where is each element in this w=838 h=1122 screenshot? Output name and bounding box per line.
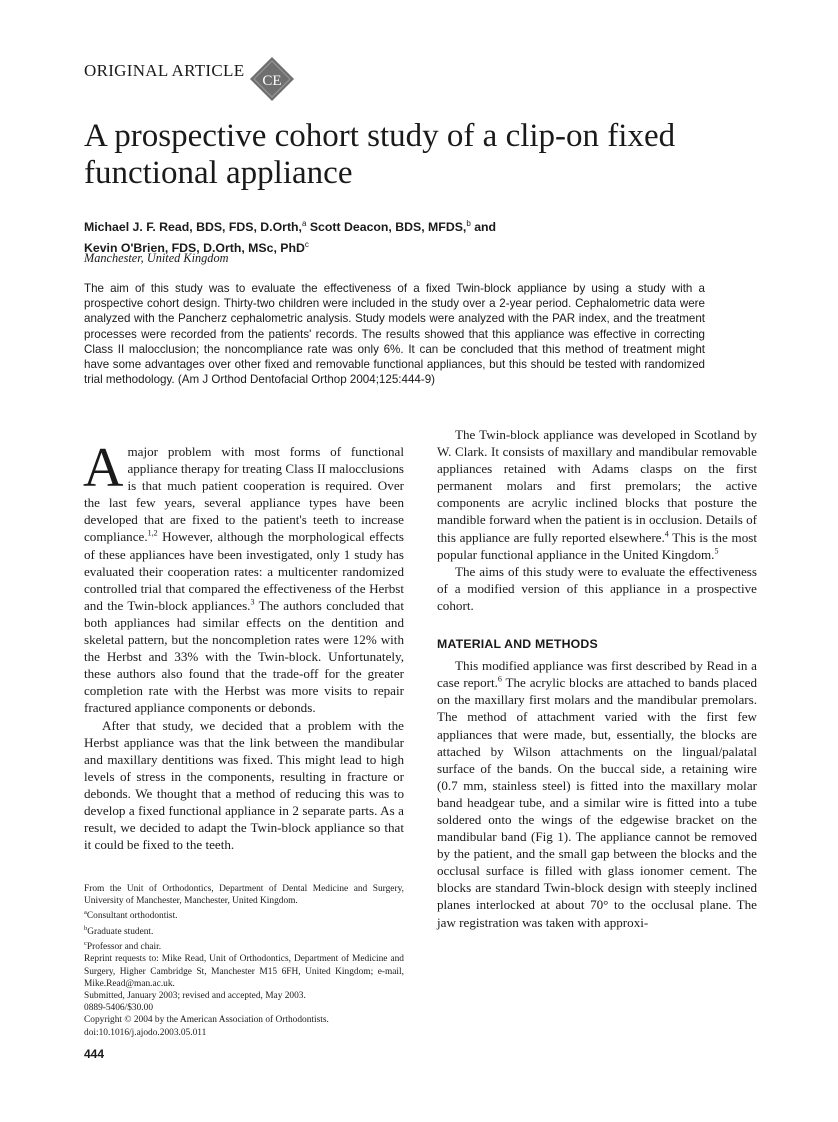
footnote-copyright: Copyright © 2004 by the American Association of Orthodontists.	[84, 1015, 329, 1026]
citation: 5	[714, 546, 719, 556]
citation: 3	[250, 597, 255, 607]
article-title: A prospective cohort study of a clip-on fixed functional appliance	[84, 118, 676, 191]
body-column-right	[437, 426, 757, 931]
author-location: Manchester, United Kingdom	[84, 251, 229, 265]
author-3: Kevin O'Brien, FDS, D.Orth, MSc, PhD	[84, 241, 305, 256]
abstract: The aim of this study was to evaluate the effectiveness of a fixed Twin-block appliance by using a study with a prospective cohort design. Thirty-two children were included in the study over a 2-year period. Cephalometric data were analyzed with the Pancherz cephalometric analysis. Study models were analyzed with the PAR index, and the treatment processes were recorded from the patients' records. The results showed that this appliance was effective in correcting Class II malocclusion; the noncompliance rate was only 6%. It can be concluded that this method of treatment might have some advantages over other fixed and removable functional appliances, but this should be tested with randomized trial methodology. (Am J Orthod Dentofacial Orthop 2004;125:444-9)	[84, 282, 705, 387]
footnote-doi: doi:10.1016/j.ajodo.2003.05.011	[84, 1027, 207, 1038]
citation: 1,2	[147, 529, 158, 539]
footnote-submitted: Submitted, January 2003; revised and accepted, May 2003.	[84, 991, 306, 1001]
author-2: Scott Deacon, BDS, MFDS,	[306, 220, 467, 235]
footnote-c: $^c$Professor and chair.	[84, 940, 162, 953]
ce-badge-text: CE	[262, 73, 282, 89]
page-number: 444	[84, 1047, 105, 1061]
body-column-left	[83, 437, 404, 853]
footnote-affiliation: From the Unit of Orthodontics, Department of Dental Medicine and Surgery, University of Manchester, Manchester, United Kingdom.	[84, 884, 404, 907]
paragraph-twin-block: The Twin-block appliance was developed in Scotland by W. Clark. It consists of maxillary and mandibular removable appliances retained with Adams clasps on the first permanent molars and first premolars; the active components are acrylic inclined blocks that posture the mandible forward when the patient is in occlusion. Details of this appliance are fully reported elsewhere.$^4$ This is the most popular functional appliance in the United Kingdom.$^5$	[437, 427, 757, 562]
ce-badge-icon	[249, 56, 295, 102]
section-label: ORIGINAL ARTICLE	[84, 61, 245, 80]
citation: 4	[664, 529, 669, 539]
section-heading: MATERIAL AND METHODS	[437, 637, 598, 652]
paragraph-methods: This modified appliance was first described by Read in a case report.$^6$ The acrylic blocks are attached to bands placed on the maxillary first molars and the mandibular premolars. The method of attachment varied with the first few appliances that were made, but, essentially, the blocks are attached by Wilson attachments on the lingual/palatal surface of the bands. On the buccal side, a retaining wire (0.7 mm, stainless steel) is fitted into the maxillary molar band headgear tube, and a similar wire is fitted into a tube soldered onto the wings of the edgewise bracket on the mandibular band (Fig 1). The appliance cannot be removed by the patient, and the small gap between the blocks and the occlusal surface is filled with glass ionomer cement. The blocks are standard Twin-block design with steeply inclined planes interlocked at about 70° to the occlusal plane. The jaw registration was taken with approxi-	[437, 658, 757, 930]
footnote-b: $^b$Graduate student.	[84, 924, 154, 937]
paragraph-aims: The aims of this study were to evaluate the effectiveness of a modified version of this appliance in a prospective cohort.	[437, 563, 757, 613]
footnote-reprint: Reprint requests to: Mike Read, Unit of Orthodontics, Department of Medicine and Surgery, Higher Cambridge St, Manchester M15 6FH, United Kingdom; e-mail, Mike.Read@man.ac.uk.	[84, 954, 404, 989]
footnote-a: $^a$Consultant orthodontist.	[84, 909, 178, 922]
author-list: Michael J. F. Read, BDS, FDS, D.Orth,$^a$ Scott Deacon, BDS, MFDS,$^b$ and Kevin O'Brien, FDS, D.Orth, MSc, PhD$^c$	[84, 219, 497, 256]
citation: 6	[497, 674, 502, 684]
drop-cap: A	[83, 437, 124, 499]
footnote-issn: 0889-5406/$30.00	[84, 1003, 154, 1014]
footnotes	[84, 883, 404, 1039]
paragraph-herbst: After that study, we decided that a problem with the Herbst appliance was that the link between the mandibular and maxillary dentitions was fixed. This might lead to high levels of stress in the components, resulting in fracture or debonds. We thought that a method of reducing this was to develop a fixed functional appliance in 2 separate parts. As a result, we decided to adapt the Twin-block appliance so that it could be fixed to the teeth.	[84, 717, 404, 853]
author-1: Michael J. F. Read, BDS, FDS, D.Orth,	[84, 220, 302, 235]
paragraph-intro: A major problem with most forms of functional appliance therapy for treating Class II malocclusions is that much patient cooperation is required. Over the last few years, several appliance types have been developed that are fixed to the patient's teeth to increase compliance.$^{1,2}$ However, although the morphological effects of these appliances have been investigated, only 1 study has evaluated their cooperation rates: a multicenter randomized controlled trial that compared the effectiveness of the Herbst and the Twin-block appliances.$^3$ The authors concluded that both appliances had similar effects on the dentition and skeletal pattern, but the noncompletion rates were 12% with the Herbst and 33% with the Twin-block. Unfortunately, these authors also found that the trade-off for the greater completion rate with the Herbst was more visits to repair fractured appliance components or debonds.	[83, 437, 404, 716]
